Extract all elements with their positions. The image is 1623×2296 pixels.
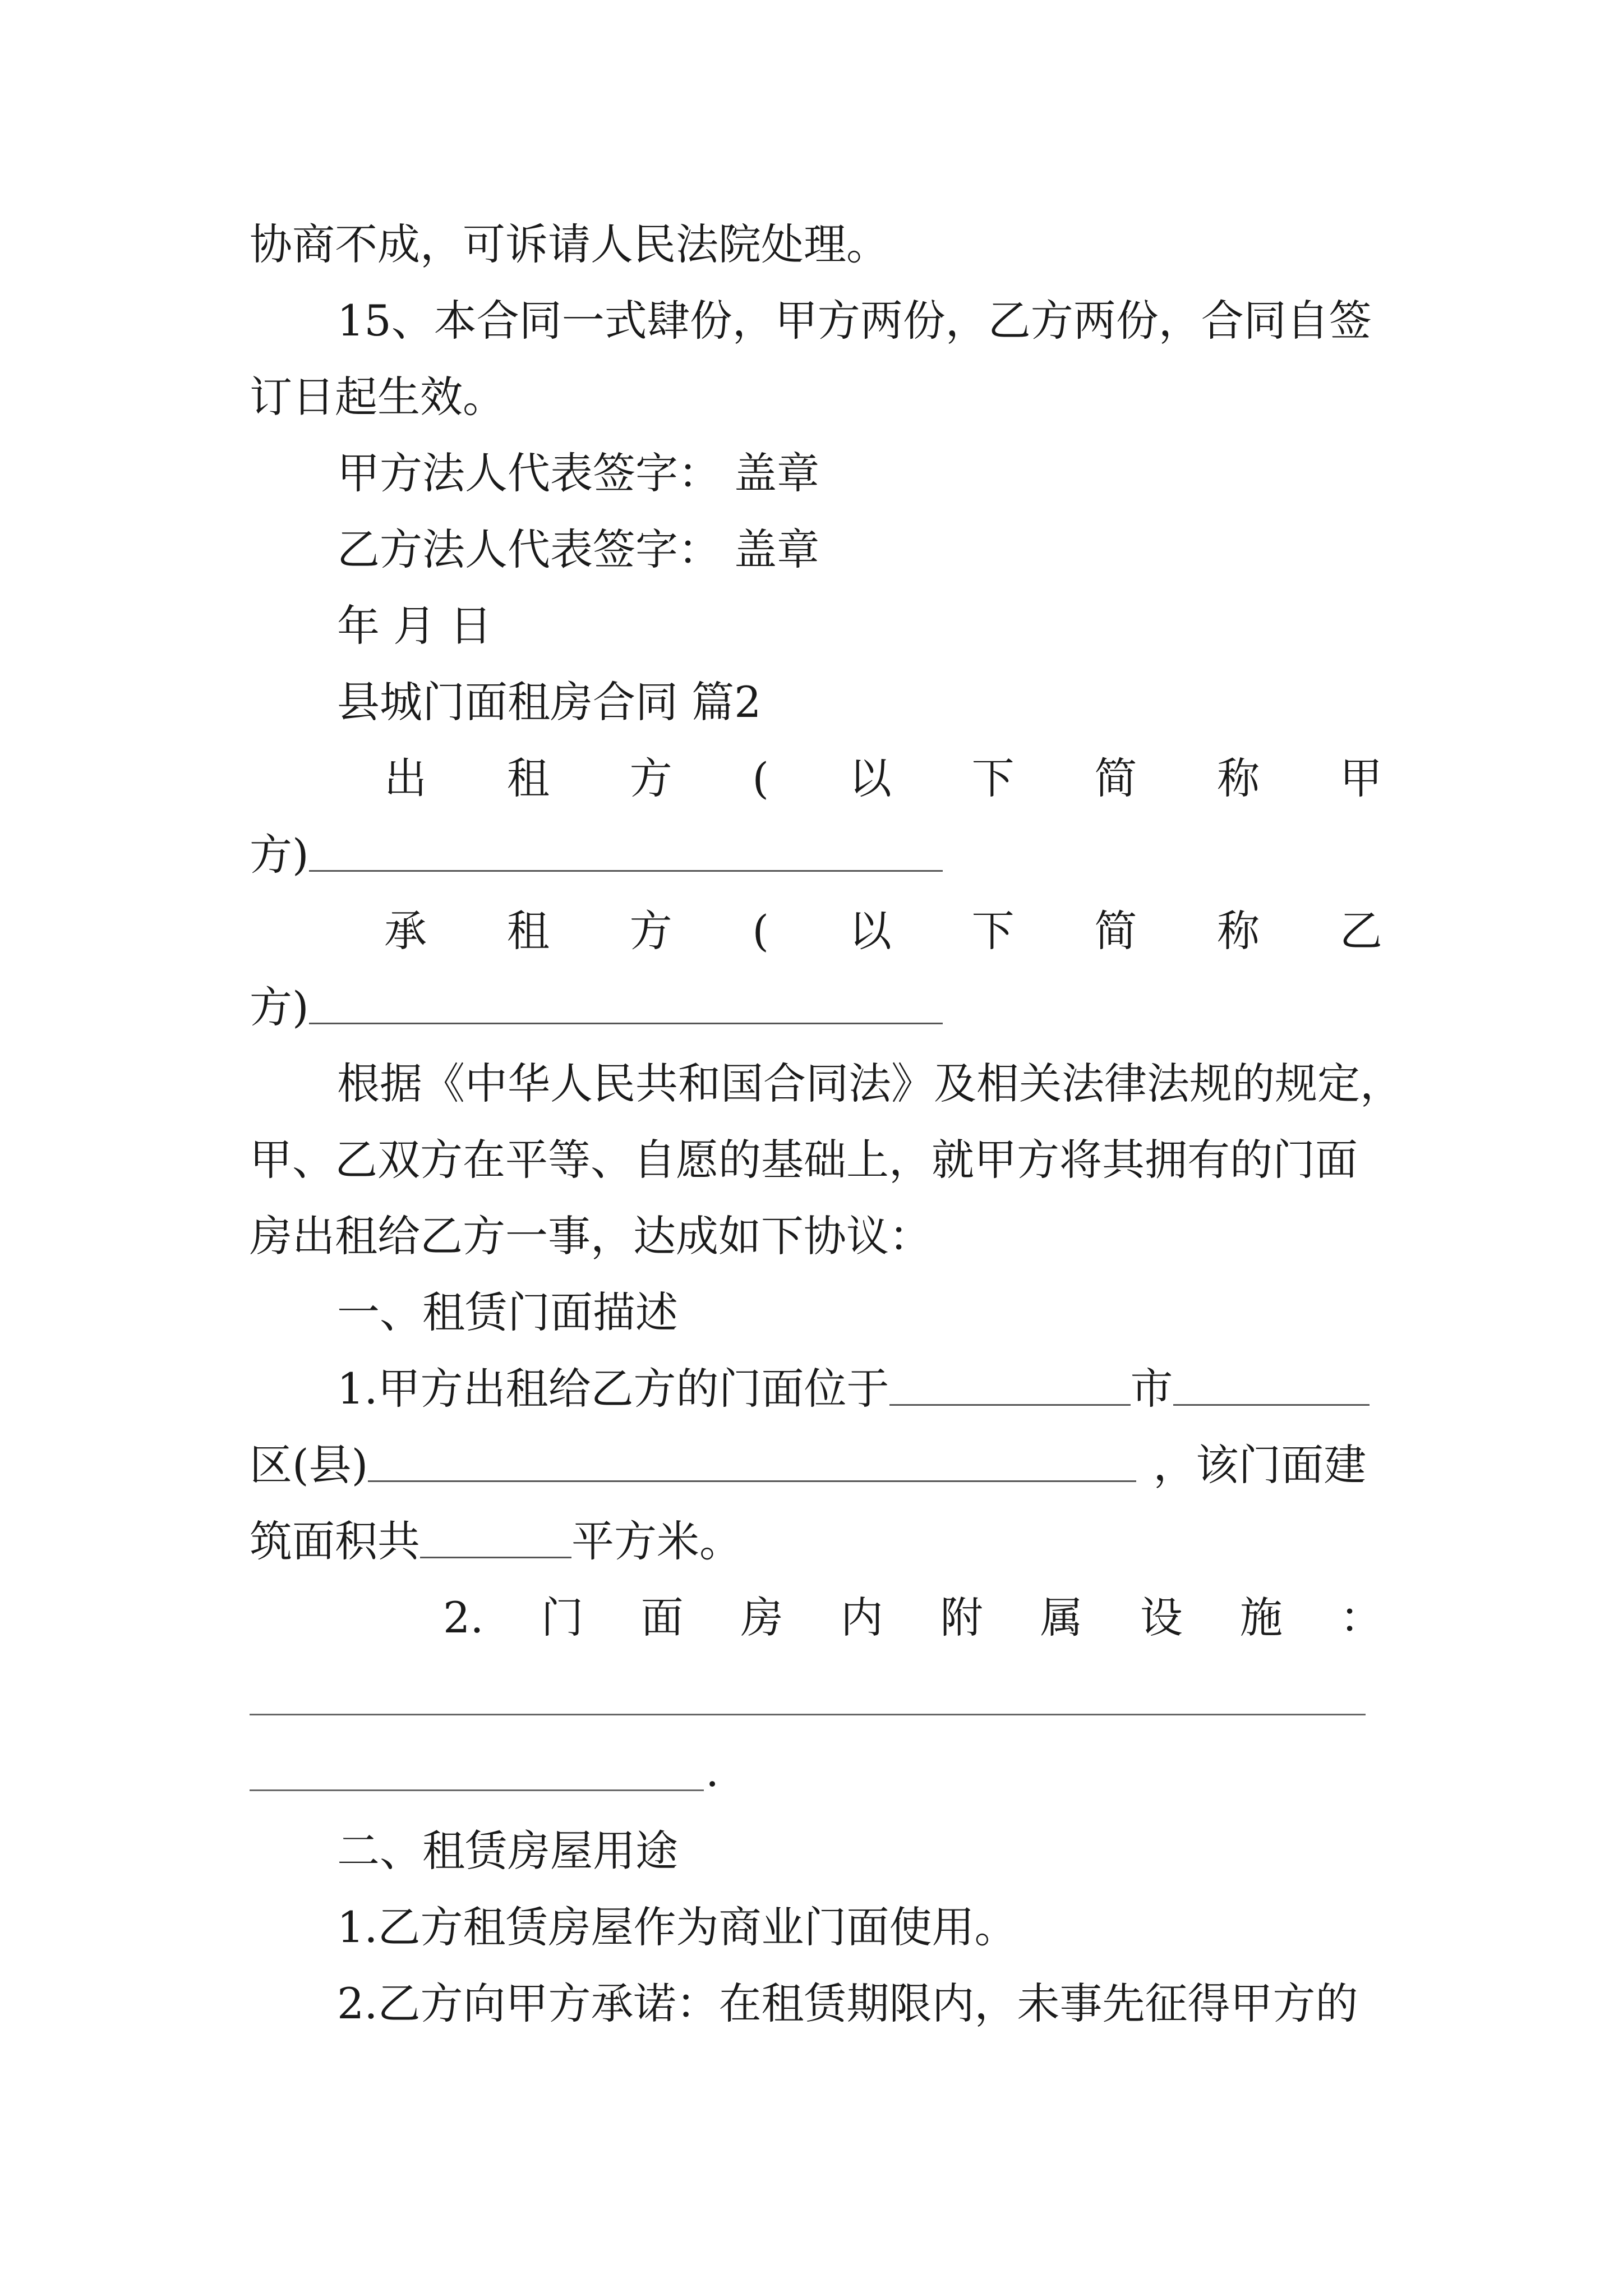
paragraph-line: 2.乙方向甲方承诺：在租赁期限内，未事先征得甲方的 xyxy=(337,1978,1358,2028)
paragraph-line: 协商不成，可诉请人民法院处理。 xyxy=(250,219,889,269)
lessee-line: 方) xyxy=(250,986,943,1029)
district-blank xyxy=(1173,1404,1370,1406)
paragraph-line: 订日起生效。 xyxy=(250,372,505,422)
city-blank xyxy=(889,1404,1131,1406)
party-b-signature-line: 乙方法人代表签字： 盖章 xyxy=(337,524,820,574)
lessor-label-line: 出 租 方 ( 以 下 简 称 甲 xyxy=(384,753,1382,803)
clause-15: 15、本合同一式肆份，甲方两份，乙方两份，合同自签 xyxy=(337,296,1372,346)
paragraph-line: 甲、乙双方在平等、自愿的基础上，就甲方将其拥有的门面 xyxy=(250,1135,1358,1185)
area-line: 筑面积共 平方米。 xyxy=(250,1516,742,1566)
lessee-label-line: 承 租 方 ( 以 下 简 称 乙 xyxy=(384,906,1382,956)
lessor-line: 方) xyxy=(250,834,943,876)
heading-2: 二、租赁房屋用途 xyxy=(337,1826,678,1876)
heading-1: 一、租赁门面描述 xyxy=(337,1287,678,1337)
facilities-blank xyxy=(250,1714,1366,1715)
lessee-blank xyxy=(309,1023,943,1024)
date-line: 年 月 日 xyxy=(337,601,492,651)
facilities-blank-2 xyxy=(250,1789,704,1791)
party-a-signature-line: 甲方法人代表签字： 盖章 xyxy=(337,448,820,498)
area-blank xyxy=(420,1557,571,1558)
paragraph-line: 房出租给乙方一事，达成如下协议： xyxy=(250,1211,932,1261)
paragraph-line: 根据《中华人民共和国合同法》及相关法律法规的规定， xyxy=(337,1059,1403,1108)
location-line-2: 区(县) ，该门面建 xyxy=(250,1440,1367,1490)
section-title: 县城门面租房合同 篇2 xyxy=(337,677,762,727)
address-blank xyxy=(368,1480,1136,1482)
facilities-label-line: 2. 门 面 房 内 附 属 设 施 ： xyxy=(443,1593,1382,1642)
paragraph-line: 1.乙方租赁房屋作为商业门面使用。 xyxy=(337,1902,1017,1952)
location-line: 1.甲方出租给乙方的门面位于 市 xyxy=(337,1368,1370,1410)
period-mark: . xyxy=(706,1746,720,1796)
lessor-blank xyxy=(309,870,943,872)
